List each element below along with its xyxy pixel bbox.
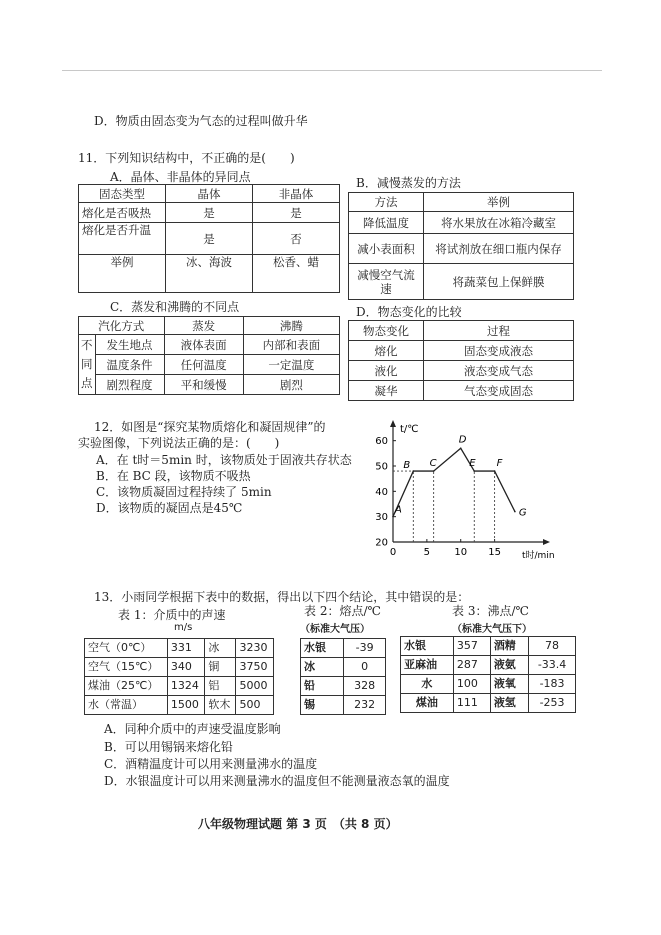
table-header: 蒸发 [164,317,243,335]
table-header: 举例 [424,193,574,212]
melting-curve-chart [366,418,566,568]
table-cell: 温度条件 [95,355,164,375]
y-tick-label: 50 [375,461,388,473]
x-axis-label: t时/min [522,551,555,561]
table-cell: 发生地点 [95,335,164,355]
table-header: 过程 [424,321,574,341]
q11-table-d [348,320,574,401]
table-cell: 冰 [205,639,236,658]
table-side-label: 不同点 [79,335,96,395]
table-cell: -33.4 [529,656,576,675]
table-cell: 3230 [236,639,274,658]
table-cell: 331 [167,639,205,658]
table-cell: 固态变成液态 [424,341,574,361]
point-label: A [395,504,402,516]
table-cell: 凝华 [349,381,424,401]
table-cell: 液化 [349,361,424,381]
table3-note: （标准大气压下） [452,624,532,635]
y-tick-label: 30 [375,512,388,524]
table-cell: 液态变成气态 [424,361,574,381]
table-header: 晶体 [166,185,253,203]
table-cell: 铜 [205,658,236,677]
table-cell: 液体表面 [164,335,243,355]
q13-option-a: A．同种介质中的声速受温度影响 [104,722,281,736]
table-cell: 软木 [205,696,236,715]
table-cell: 328 [344,677,386,696]
table-header: 固态类型 [79,185,166,203]
data-point [473,470,475,472]
q12-stem-line2: 实验图像，下列说法正确的是：( ) [78,436,280,450]
table-cell: 将水果放在冰箱冷藏室 [424,212,574,234]
point-label: D [458,434,467,446]
data-point [460,447,462,449]
q11-a-title: A．晶体、非晶体的异同点 [110,170,251,184]
table-cell: 是 [166,203,253,223]
table-cell: 减小表面积 [349,234,424,264]
q11-c-title: C．蒸发和沸腾的不同点 [110,300,240,314]
table2-melting-point [300,638,386,715]
page-footer: 八年级物理试题 第 3 页 （共 8 页） [198,817,398,831]
q12-option-b: B．在 BC 段，该物质不吸热 [96,469,251,483]
data-point [433,470,435,472]
x-axis-arrow [543,539,550,545]
table-cell: 1500 [167,696,205,715]
table-cell: 0 [344,658,386,677]
table-cell: 将试剂放在细口瓶内保存 [424,234,574,264]
q13-stem: 13．小雨同学根据下表中的数据，得出以下四个结论，其中错误的是： [94,590,470,604]
table-cell: 铅 [301,677,344,696]
y-tick-label: 40 [375,486,388,498]
table-cell: -39 [344,639,386,658]
table-header: 方法 [349,193,424,212]
data-point [413,470,415,472]
data-point [392,516,394,518]
x-tick-label: 5 [423,547,431,558]
data-point [514,511,516,513]
table-header: 汽化方式 [79,317,165,335]
table2-note: （标准大气压） [300,624,370,635]
q11-d-title: D．物态变化的比较 [356,305,462,319]
table3-title: 表 3：沸点/℃ [452,604,529,618]
table-cell: 煤油 [401,694,454,713]
table-cell: 锡 [301,696,344,715]
table-cell: 平和缓慢 [164,375,243,395]
q12-option-d: D．该物质的凝固点是45℃ [96,501,243,515]
table1-sound-speed [84,638,274,715]
table-cell: 100 [453,675,490,694]
y-axis-label: t/℃ [400,424,419,435]
table-cell: 是 [166,223,253,255]
point-label: G [518,507,527,519]
table-cell: 举例 [79,255,166,293]
table-cell: 水银 [401,637,454,656]
table-cell: 冰 [301,658,344,677]
q11-table-c [78,316,340,395]
table-cell: 空气（15℃） [85,658,168,677]
table-cell: 降低温度 [349,212,424,234]
table-header: 非晶体 [253,185,340,203]
table-cell: 熔化是否吸热 [79,203,166,223]
table-cell: 500 [236,696,274,715]
table-cell: 液氧 [490,675,528,694]
table-cell: 水 [401,675,454,694]
q11-table-b [348,192,574,300]
table2-title: 表 2：熔点/℃ [304,604,381,618]
table3-boiling-point [400,636,576,713]
table-cell: 剧烈程度 [95,375,164,395]
table-cell: 空气（0℃） [85,639,168,658]
q13-option-b: B．可以用锡锅来熔化铅 [104,740,233,754]
table-cell: -183 [529,675,576,694]
q12-option-a: A．在 t时＝5min 时，该物质处于固液共存状态 [96,453,352,467]
table-cell: 煤油（25℃） [85,677,168,696]
table-cell: 熔化是否升温 [79,223,166,255]
table1-title: 表 1：介质中的声速 [118,608,226,622]
q13-option-c: C．酒精温度计可以用来测量沸水的温度 [104,757,318,771]
table-cell: 357 [453,637,490,656]
table-cell: 酒精 [490,637,528,656]
table-cell: 水银 [301,639,344,658]
table-cell: 亚麻油 [401,656,454,675]
table-cell: 任何温度 [164,355,243,375]
table-cell: 111 [453,694,490,713]
data-point [494,470,496,472]
x-tick-label: 15 [488,547,501,558]
table-cell: 是 [253,203,340,223]
table-cell: 一定温度 [243,355,339,375]
table-cell: 287 [453,656,490,675]
q11-b-title: B．减慢蒸发的方法 [356,176,461,190]
table-cell: 水（常温） [85,696,168,715]
table1-unit: m/s [174,622,193,633]
table-cell: 否 [253,223,340,255]
point-label: B [403,460,411,472]
x-tick-label: 0 [389,547,397,558]
table-cell: 松香、蜡 [253,255,340,293]
q13-option-d: D．水银温度计可以用来测量沸水的温度但不能测量液态氧的温度 [104,774,450,788]
table-header: 物态变化 [349,321,424,341]
table-cell: 剧烈 [243,375,339,395]
table-cell: 将蔬菜包上保鲜膜 [424,264,574,300]
y-axis-arrow [390,420,396,427]
table-cell: 232 [344,696,386,715]
table-cell: 78 [529,637,576,656]
y-tick-label: 20 [375,537,388,549]
y-tick-label: 60 [375,436,388,448]
table-cell: 熔化 [349,341,424,361]
table-cell: 340 [167,658,205,677]
table-cell: -253 [529,694,576,713]
point-label: C [429,458,437,470]
table-cell: 内部和表面 [243,335,339,355]
table-cell: 铝 [205,677,236,696]
table-cell: 3750 [236,658,274,677]
q12-stem-line1: 12．如图是“探究某物质熔化和凝固规律”的 [94,420,326,434]
table-cell: 减慢空气流速 [349,264,424,300]
point-label: F [496,458,503,470]
point-label: E [469,458,476,470]
table-cell: 液氢 [490,694,528,713]
q10-option-d: D．物质由固态变为气态的过程叫做升华 [94,114,308,128]
table-cell: 冰、海波 [166,255,253,293]
table-cell: 气态变成固态 [424,381,574,401]
table-cell: 液氨 [490,656,528,675]
top-divider [62,70,602,71]
table-cell: 5000 [236,677,274,696]
q11-stem: 11．下列知识结构中，不正确的是( ) [78,151,295,165]
table-header: 沸腾 [243,317,339,335]
q12-option-c: C．该物质凝固过程持续了 5min [96,485,272,499]
table-cell: 1324 [167,677,205,696]
q11-table-a [78,184,340,293]
x-tick-label: 10 [454,547,468,558]
